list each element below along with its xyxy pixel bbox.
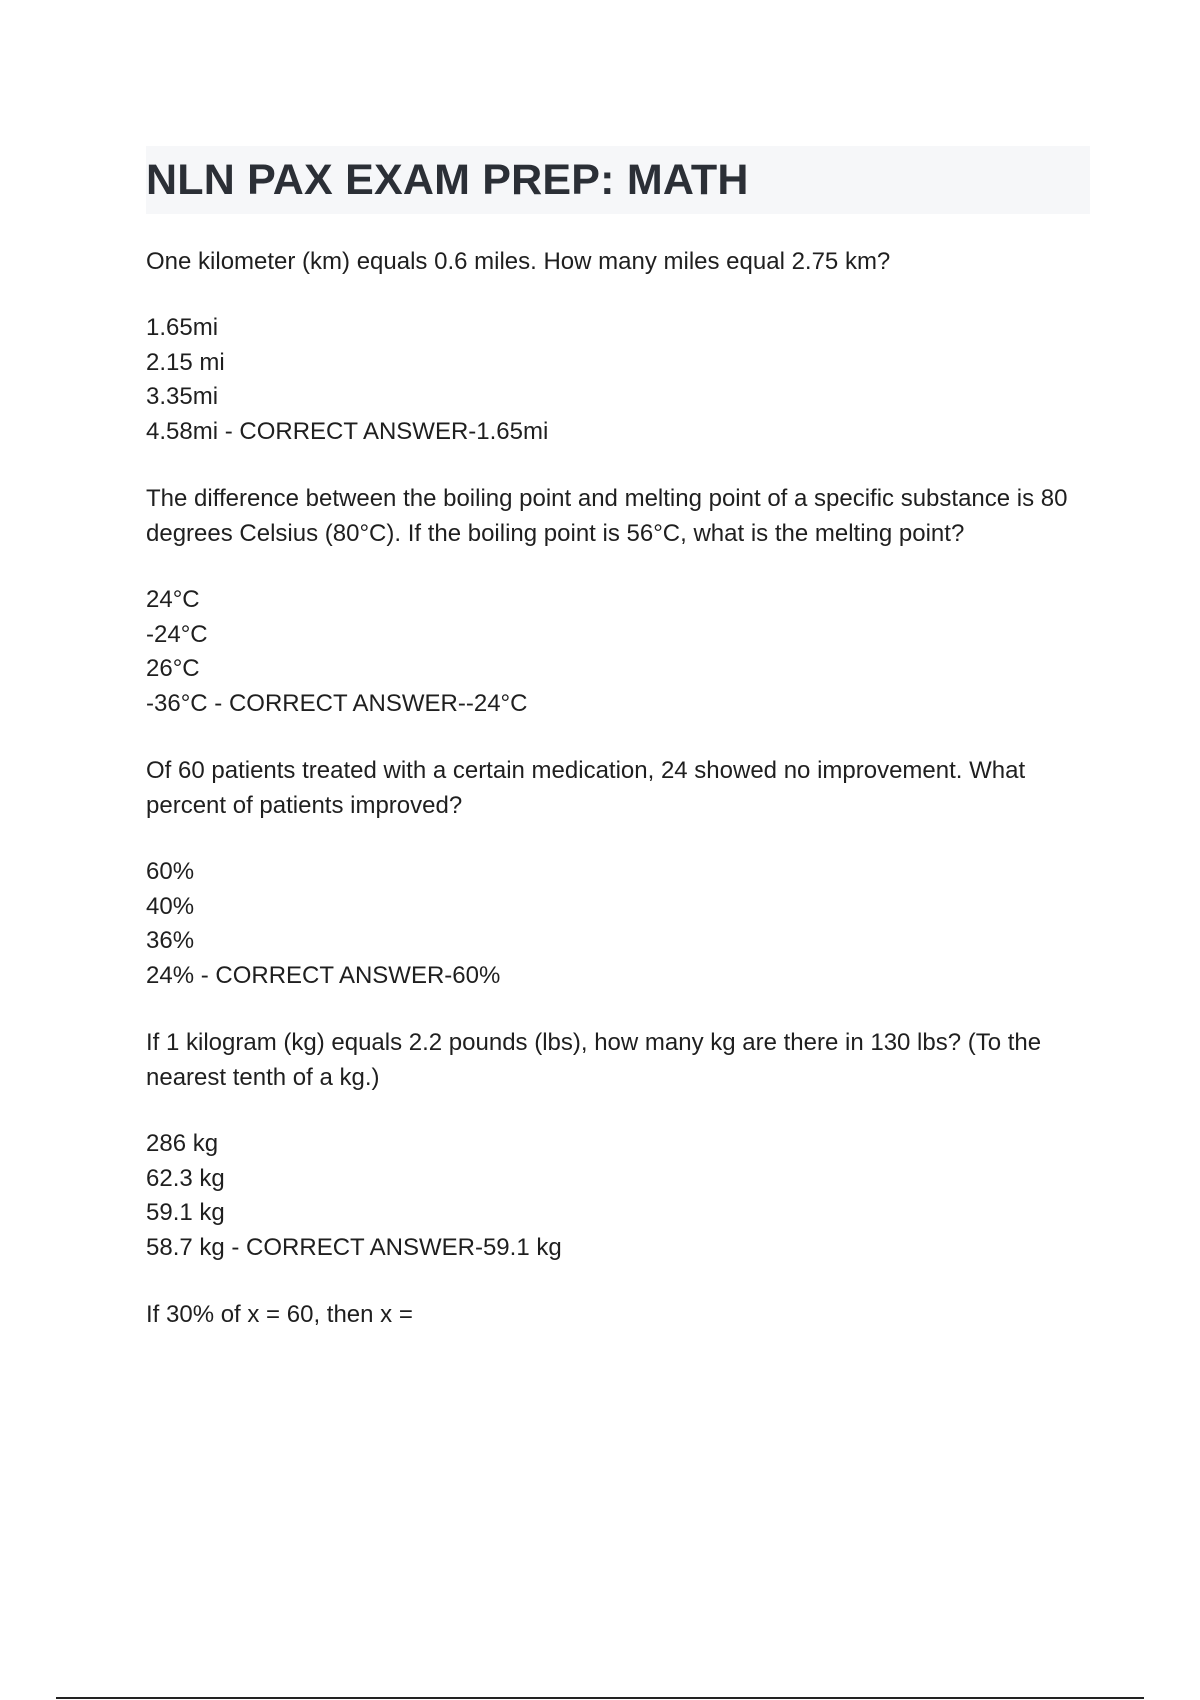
answer-option: 60% xyxy=(146,858,195,885)
answer-options xyxy=(146,1127,1090,1265)
question-block-3 xyxy=(146,753,1090,993)
question-block-1 xyxy=(146,244,1090,449)
answer-options xyxy=(146,311,1090,449)
answer-option: 3.35mi xyxy=(146,383,219,410)
page-bottom-rule xyxy=(56,1697,1144,1699)
answer-options xyxy=(146,583,1090,721)
answer-option: 36% xyxy=(146,927,195,954)
document-page xyxy=(146,146,1090,1364)
question-text: The difference between the boiling point and melting point of a specific substance is 80 degrees Celsius (80°C). If the boiling point is 56°C, what is the melting point? xyxy=(146,485,1068,547)
answer-option: 286 kg xyxy=(146,1130,219,1157)
question-text: Of 60 patients treated with a certain medication, 24 showed no improvement. What percent of patients improved? xyxy=(146,757,1026,819)
answer-option: 4.58mi - CORRECT ANSWER-1.65mi xyxy=(146,417,549,445)
answer-option: 58.7 kg - CORRECT ANSWER-59.1 kg xyxy=(146,1233,562,1261)
answer-option: -36°C - CORRECT ANSWER--24°C xyxy=(146,689,528,717)
answer-options xyxy=(146,855,1090,993)
answer-option: 59.1 kg xyxy=(146,1199,225,1226)
question-block-5 xyxy=(146,1297,1090,1332)
answer-option: -24°C xyxy=(146,620,208,648)
answer-option: 40% xyxy=(146,892,195,920)
answer-option: 62.3 kg xyxy=(146,1164,225,1192)
question-text: One kilometer (km) equals 0.6 miles. How many miles equal 2.75 km? xyxy=(146,248,891,275)
answer-option: 2.15 mi xyxy=(146,348,225,376)
answer-option: 26°C xyxy=(146,655,200,682)
question-text: If 30% of x = 60, then x = xyxy=(146,1301,413,1328)
page-title: NLN PAX EXAM PREP: MATH xyxy=(146,155,749,204)
question-block-4 xyxy=(146,1025,1090,1265)
answer-option: 1.65mi xyxy=(146,314,219,341)
question-text: If 1 kilogram (kg) equals 2.2 pounds (lbs), how many kg are there in 130 lbs? (To the nearest tenth of a kg.) xyxy=(146,1029,1042,1091)
answer-option: 24°C xyxy=(146,586,200,613)
question-block-2 xyxy=(146,481,1090,721)
title-banner xyxy=(146,146,1090,214)
answer-option: 24% - CORRECT ANSWER-60% xyxy=(146,961,501,989)
